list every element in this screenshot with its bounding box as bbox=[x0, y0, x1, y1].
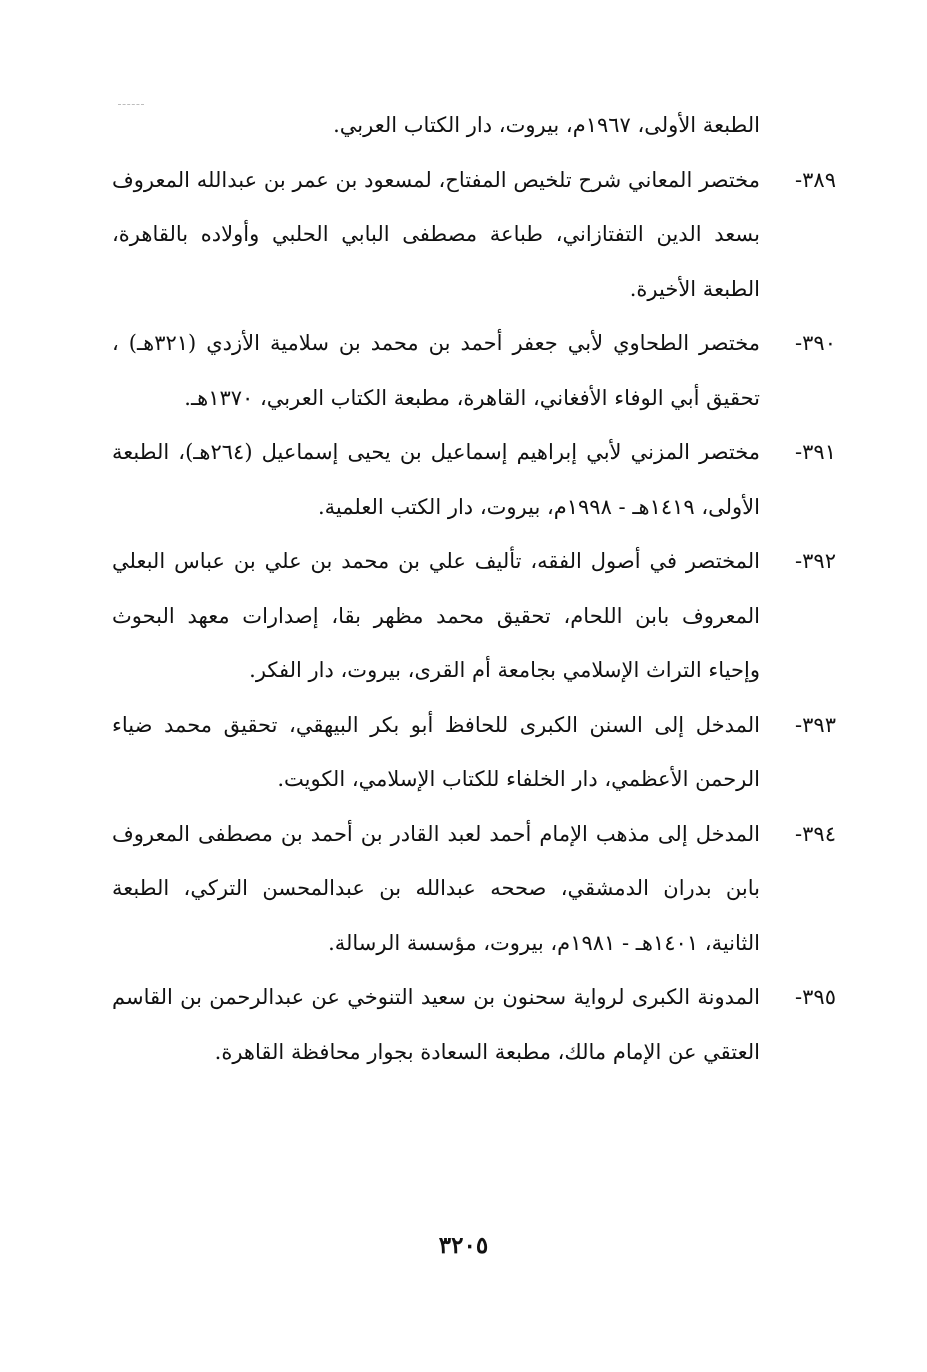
bibliography-entry-393 bbox=[112, 698, 836, 807]
continuation-text: الطبعة الأولى، ١٩٦٧م، بيروت، دار الكتاب العربي. bbox=[333, 113, 760, 137]
entry-number: ٣٩٤- bbox=[795, 821, 836, 846]
entry-number: ٣٩٢- bbox=[795, 549, 836, 573]
entry-number: ٣٩١- bbox=[795, 440, 836, 464]
entry-text: مختصر المعاني شرح تلخيص المفتاح، لمسعود بن عمر بن عبدالله المعروف بسعد الدين التفتازاني، طباعة مصطفى البابي الحلبي وأولاده بالقاهرة، الطبعة الأخيرة. bbox=[112, 167, 760, 301]
entry-text: المدخل إلى السنن الكبرى للحافظ أبو بكر البيهقي، تحقيق محمد ضياء الرحمن الأعظمي، دار الخلفاء للكتاب الإسلامي، الكويت. bbox=[112, 712, 760, 791]
bibliography-entry-389 bbox=[112, 153, 836, 317]
entry-text: المختصر في أصول الفقه، تأليف علي بن محمد بن علي بن عباس البعلي المعروف بابن اللحام، تحقيق محمد مظهر بقا، إصدارات معهد البحوث وإحياء التراث الإسلامي بجامعة أم القرى، بيروت، دار الفكر. bbox=[112, 549, 760, 682]
bibliography-entry-391 bbox=[112, 425, 836, 534]
entry-text: المدخل إلى مذهب الإمام أحمد لعبد القادر بن أحمد بن مصطفى المعروف بابن بدران الدمشقي، صححه عبدالله بن عبدالمحسن التركي، الطبعة الثانية، ١٤٠١هـ - ١٩٨١م، بيروت، مؤسسة الرسالة. bbox=[112, 821, 760, 955]
entry-number: ٣٩٥- bbox=[795, 985, 836, 1009]
entry-number: ٣٩٠- bbox=[795, 331, 836, 355]
bibliography-list bbox=[112, 98, 836, 1079]
bibliography-entry-395 bbox=[112, 970, 836, 1079]
page-number: ٣٢٠٥ bbox=[438, 1232, 489, 1259]
bibliography-entry-392 bbox=[112, 534, 836, 698]
entry-text: المدونة الكبرى لرواية سحنون بن سعيد التنوخي عن عبدالرحمن بن القاسم العتقي عن الإمام مالك، مطبعة السعادة بجوار محافظة القاهرة. bbox=[112, 985, 760, 1064]
bibliography-continuation bbox=[112, 98, 836, 153]
bibliography-entry-390 bbox=[112, 316, 836, 425]
entry-text: مختصر المزني لأبي إبراهيم إسماعيل بن يحيى إسماعيل (٢٦٤هـ)، الطبعة الأولى، ١٤١٩هـ - ١٩٩٨م، بيروت، دار الكتب العلمية. bbox=[112, 440, 760, 519]
entry-text: مختصر الطحاوي لأبي جعفر أحمد بن محمد بن سلامية الأزدي (٣٢١هـ) ، تحقيق أبي الوفاء الأفغاني، القاهرة، مطبعة الكتاب العربي، ١٣٧٠هـ. bbox=[112, 331, 760, 410]
bibliography-entry-394 bbox=[112, 807, 836, 971]
entry-number: ٣٩٣- bbox=[795, 712, 836, 737]
entry-number: ٣٨٩- bbox=[795, 167, 836, 192]
